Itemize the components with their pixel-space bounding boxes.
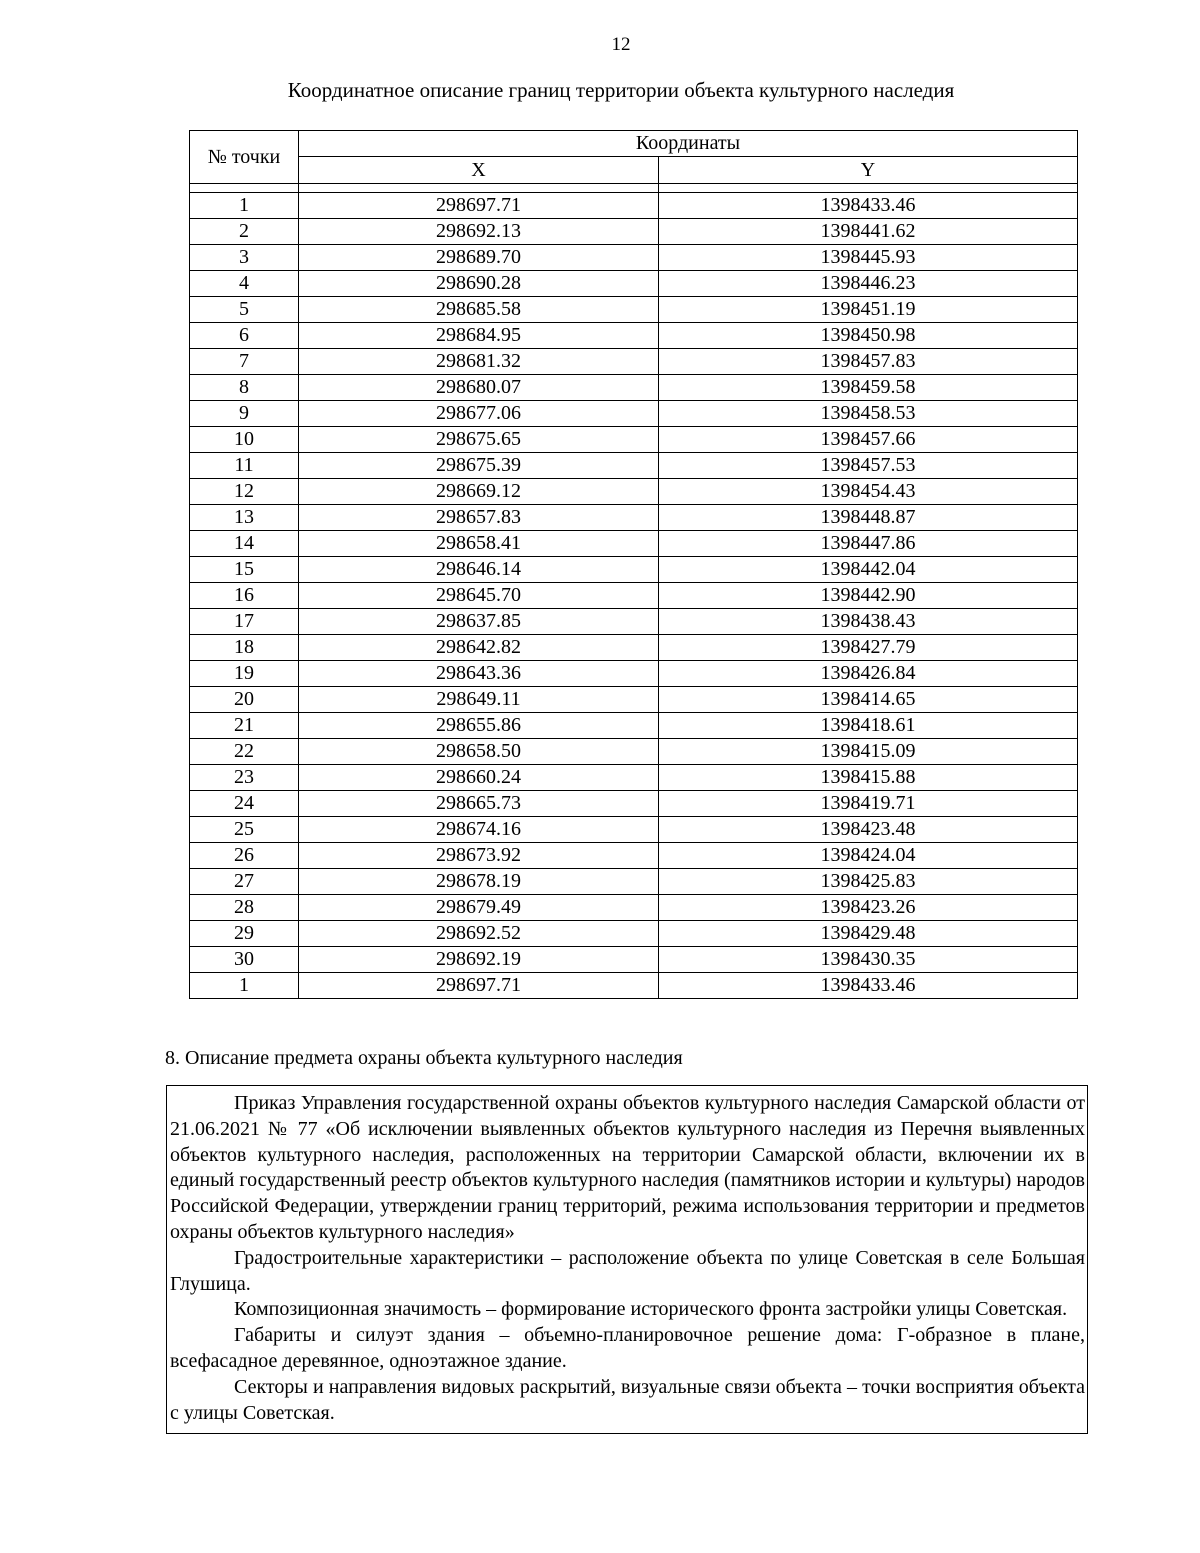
y-coordinate-cell: 1398433.46	[659, 193, 1078, 219]
x-coordinate-cell: 298669.12	[299, 479, 659, 505]
point-number-cell: 9	[190, 401, 299, 427]
table-row	[190, 505, 1078, 531]
y-coordinate-cell: 1398415.09	[659, 739, 1078, 765]
protection-subject-box	[166, 1085, 1088, 1434]
point-number-cell: 10	[190, 427, 299, 453]
point-number-cell: 3	[190, 245, 299, 271]
table-row	[190, 869, 1078, 895]
point-number-cell: 21	[190, 713, 299, 739]
x-coordinate-cell: 298646.14	[299, 557, 659, 583]
x-coordinate-cell: 298674.16	[299, 817, 659, 843]
y-coordinate-cell: 1398438.43	[659, 609, 1078, 635]
x-coordinate-cell: 298685.58	[299, 297, 659, 323]
x-coordinate-cell: 298665.73	[299, 791, 659, 817]
y-coordinate-cell: 1398419.71	[659, 791, 1078, 817]
table-row	[190, 323, 1078, 349]
x-coordinate-cell: 298658.41	[299, 531, 659, 557]
y-coordinate-cell: 1398447.86	[659, 531, 1078, 557]
point-number-cell: 26	[190, 843, 299, 869]
y-coordinate-cell: 1398426.84	[659, 661, 1078, 687]
y-coordinate-cell: 1398458.53	[659, 401, 1078, 427]
y-coordinate-cell: 1398427.79	[659, 635, 1078, 661]
point-number-cell: 25	[190, 817, 299, 843]
table-row	[190, 843, 1078, 869]
point-number-cell: 20	[190, 687, 299, 713]
x-coordinate-cell: 298642.82	[299, 635, 659, 661]
y-coordinate-cell: 1398457.66	[659, 427, 1078, 453]
table-row	[190, 973, 1078, 999]
x-coordinate-cell: 298655.86	[299, 713, 659, 739]
y-coordinate-cell: 1398448.87	[659, 505, 1078, 531]
x-coordinate-cell: 298684.95	[299, 323, 659, 349]
header-point-number: № точки	[190, 131, 299, 184]
table-row	[190, 895, 1078, 921]
y-coordinate-cell: 1398450.98	[659, 323, 1078, 349]
point-number-cell: 7	[190, 349, 299, 375]
table-row	[190, 687, 1078, 713]
x-coordinate-cell: 298697.71	[299, 193, 659, 219]
x-coordinate-cell: 298680.07	[299, 375, 659, 401]
point-number-cell: 4	[190, 271, 299, 297]
x-coordinate-cell: 298681.32	[299, 349, 659, 375]
y-coordinate-cell: 1398457.83	[659, 349, 1078, 375]
table-row	[190, 297, 1078, 323]
x-coordinate-cell: 298689.70	[299, 245, 659, 271]
spacer-row	[190, 184, 1078, 193]
y-coordinate-cell: 1398459.58	[659, 375, 1078, 401]
table-row	[190, 271, 1078, 297]
point-number-cell: 23	[190, 765, 299, 791]
point-number-cell: 15	[190, 557, 299, 583]
x-coordinate-cell: 298692.52	[299, 921, 659, 947]
y-coordinate-cell: 1398441.62	[659, 219, 1078, 245]
table-row	[190, 245, 1078, 271]
y-coordinate-cell: 1398424.04	[659, 843, 1078, 869]
section-heading: 8. Описание предмета охраны объекта культурного наследия	[165, 1047, 683, 1069]
coordinates-table-body	[190, 184, 1078, 999]
header-coordinates: Координаты	[299, 131, 1078, 157]
y-coordinate-cell: 1398446.23	[659, 271, 1078, 297]
point-number-cell: 12	[190, 479, 299, 505]
y-coordinate-cell: 1398454.43	[659, 479, 1078, 505]
point-number-cell: 17	[190, 609, 299, 635]
table-row	[190, 609, 1078, 635]
table-row	[190, 661, 1078, 687]
point-number-cell: 13	[190, 505, 299, 531]
compositional-significance-paragraph: Композиционная значимость – формирование исторического фронта застройки улицы Советская.	[234, 1298, 1068, 1321]
table-row	[190, 947, 1078, 973]
table-row	[190, 921, 1078, 947]
x-coordinate-cell: 298657.83	[299, 505, 659, 531]
x-coordinate-cell: 298645.70	[299, 583, 659, 609]
header-y: Y	[659, 157, 1078, 184]
x-coordinate-cell: 298690.28	[299, 271, 659, 297]
point-number-cell: 5	[190, 297, 299, 323]
x-coordinate-cell: 298658.50	[299, 739, 659, 765]
x-coordinate-cell: 298679.49	[299, 895, 659, 921]
y-coordinate-cell: 1398425.83	[659, 869, 1078, 895]
table-row	[190, 479, 1078, 505]
x-coordinate-cell: 298675.65	[299, 427, 659, 453]
table-row	[190, 349, 1078, 375]
table-row	[190, 635, 1078, 661]
x-coordinate-cell: 298675.39	[299, 453, 659, 479]
x-coordinate-cell: 298677.06	[299, 401, 659, 427]
table-row	[190, 193, 1078, 219]
y-coordinate-cell: 1398445.93	[659, 245, 1078, 271]
table-row	[190, 713, 1078, 739]
table-row	[190, 557, 1078, 583]
x-coordinate-cell: 298692.19	[299, 947, 659, 973]
x-coordinate-cell: 298673.92	[299, 843, 659, 869]
point-number-cell: 27	[190, 869, 299, 895]
point-number-cell: 6	[190, 323, 299, 349]
y-coordinate-cell: 1398429.48	[659, 921, 1078, 947]
x-coordinate-cell: 298697.71	[299, 973, 659, 999]
y-coordinate-cell: 1398423.26	[659, 895, 1078, 921]
urban-characteristics-paragraph: Градостроительные характеристики – расположение объекта по улице Советская в селе Большая Глушица.	[170, 1246, 1085, 1295]
point-number-cell: 29	[190, 921, 299, 947]
dimensions-silhouette-paragraph: Габариты и силуэт здания – объемно-планировочное решение дома: Г-образное в плане, всефасадное деревянное, одноэтажное здание.	[170, 1324, 1085, 1372]
y-coordinate-cell: 1398433.46	[659, 973, 1078, 999]
x-coordinate-cell: 298637.85	[299, 609, 659, 635]
point-number-cell: 24	[190, 791, 299, 817]
point-number-cell: 2	[190, 219, 299, 245]
table-row	[190, 817, 1078, 843]
table-row	[190, 791, 1078, 817]
y-coordinate-cell: 1398430.35	[659, 947, 1078, 973]
point-number-cell: 1	[190, 193, 299, 219]
point-number-cell: 1	[190, 973, 299, 999]
x-coordinate-cell: 298660.24	[299, 765, 659, 791]
table-row	[190, 219, 1078, 245]
header-x: X	[299, 157, 659, 184]
point-number-cell: 22	[190, 739, 299, 765]
table-row	[190, 453, 1078, 479]
point-number-cell: 11	[190, 453, 299, 479]
order-reference-paragraph: Приказ Управления государственной охраны объектов культурного наследия Самарской области от 21.06.2021 № 77 «Об исключении выявленных объектов культурного наследия из Перечня выявленных объектов культурного наследия, расположенных на территории Самарской области, включении их в единый государственный реестр объектов культурного наследия (памятников истории и культуры) народов Российской Федерации, утверждении границ территорий, режима использования территории и предметов охраны объектов культурного наследия»	[170, 1092, 1085, 1243]
page-number: 12	[611, 34, 631, 55]
y-coordinate-cell: 1398442.04	[659, 557, 1078, 583]
x-coordinate-cell: 298649.11	[299, 687, 659, 713]
x-coordinate-cell: 298643.36	[299, 661, 659, 687]
table-row	[190, 401, 1078, 427]
point-number-cell: 30	[190, 947, 299, 973]
coordinates-table	[189, 130, 1078, 999]
view-sectors-paragraph: Секторы и направления видовых раскрытий, визуальные связи объекта – точки восприятия объекта с улицы Советская.	[170, 1375, 1085, 1424]
y-coordinate-cell: 1398457.53	[659, 453, 1078, 479]
y-coordinate-cell: 1398451.19	[659, 297, 1078, 323]
point-number-cell: 16	[190, 583, 299, 609]
point-number-cell: 14	[190, 531, 299, 557]
table-row	[190, 427, 1078, 453]
y-coordinate-cell: 1398418.61	[659, 713, 1078, 739]
y-coordinate-cell: 1398414.65	[659, 687, 1078, 713]
point-number-cell: 19	[190, 661, 299, 687]
x-coordinate-cell: 298692.13	[299, 219, 659, 245]
point-number-cell: 8	[190, 375, 299, 401]
table-row	[190, 583, 1078, 609]
y-coordinate-cell: 1398442.90	[659, 583, 1078, 609]
table-row	[190, 375, 1078, 401]
table-row	[190, 739, 1078, 765]
table-title: Координатное описание границ территории объекта культурного наследия	[287, 78, 955, 102]
y-coordinate-cell: 1398415.88	[659, 765, 1078, 791]
table-row	[190, 531, 1078, 557]
x-coordinate-cell: 298678.19	[299, 869, 659, 895]
y-coordinate-cell: 1398423.48	[659, 817, 1078, 843]
point-number-cell: 18	[190, 635, 299, 661]
point-number-cell: 28	[190, 895, 299, 921]
table-row	[190, 765, 1078, 791]
